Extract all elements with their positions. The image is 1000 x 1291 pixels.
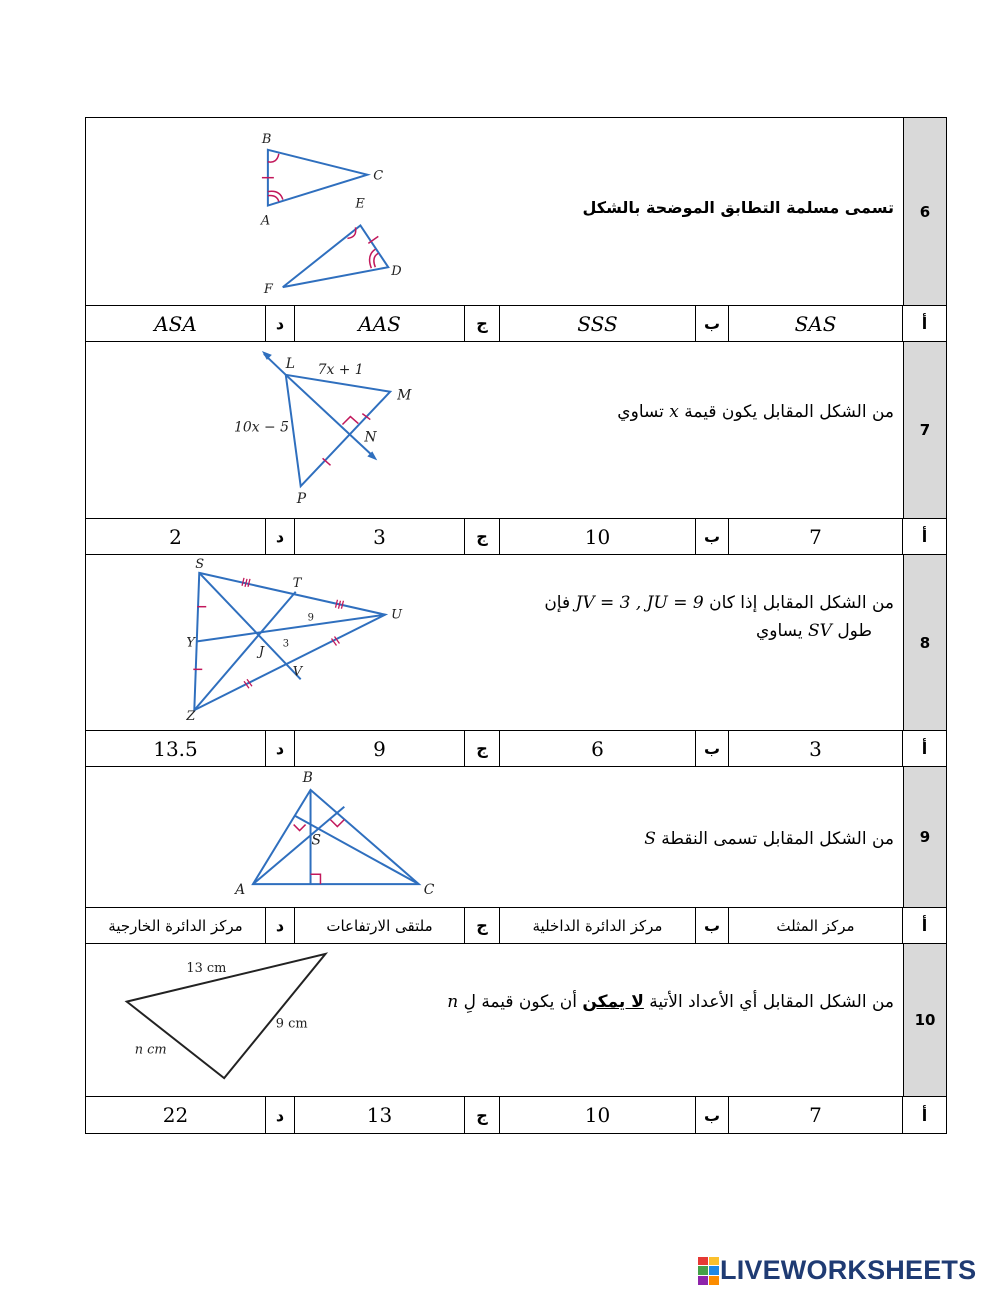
option-b-6[interactable]: SSS xyxy=(500,306,696,341)
letter-b-7: ب xyxy=(703,527,721,546)
question-8-number: 8 xyxy=(903,555,946,730)
letter-a-7: أ xyxy=(921,527,928,546)
label-9cm: 9 cm xyxy=(275,1016,308,1032)
option-d-10[interactable]: 22 xyxy=(86,1097,266,1133)
label-13cm: 13 cm xyxy=(186,960,227,976)
label-C: C xyxy=(423,882,435,899)
question-6-text: تسمى مسلمة التطابق الموضحة بالشكل xyxy=(582,198,894,217)
label-B: B xyxy=(261,131,272,147)
question-9 xyxy=(86,767,946,908)
letter-d-9: د xyxy=(275,916,285,935)
option-a-8[interactable]: 3 xyxy=(729,731,903,766)
letter-a-8: أ xyxy=(921,739,928,758)
label-U: U xyxy=(391,607,403,623)
label-A: A xyxy=(260,213,271,229)
letter-c-6: ج xyxy=(476,314,488,333)
option-d-8[interactable]: 13.5 xyxy=(86,731,266,766)
option-c-6[interactable]: AAS xyxy=(295,306,465,341)
question-6-number: 6 xyxy=(903,118,946,305)
option-a-7[interactable]: 7 xyxy=(729,519,903,554)
answers-8 xyxy=(86,731,946,767)
logo-blocks-icon xyxy=(698,1257,720,1285)
label-M: M xyxy=(397,387,412,404)
question-9-number: 9 xyxy=(903,767,946,907)
label-C: C xyxy=(373,168,384,184)
label-10x-minus-5: 10x − 5 xyxy=(234,419,289,436)
label-S: S xyxy=(195,556,205,572)
label-F: F xyxy=(263,282,273,298)
option-d-7[interactable]: 2 xyxy=(86,519,266,554)
question-10-text: من الشكل المقابل أي الأعداد الأتية لا يمكن أن يكون قيمة لِ n xyxy=(447,992,894,1012)
letter-b-10: ب xyxy=(703,1105,721,1125)
letter-c-8: ج xyxy=(476,739,488,758)
letter-a-9: أ xyxy=(921,916,928,935)
letter-c-10: ج xyxy=(476,1105,488,1125)
label-n-cm: n cm xyxy=(134,1042,167,1058)
question-7-number: 7 xyxy=(903,342,946,518)
option-b-8[interactable]: 6 xyxy=(500,731,696,766)
figure-q6 xyxy=(86,118,406,305)
figure-q8 xyxy=(86,555,406,730)
option-b-9[interactable]: مركز الدائرة الداخلية xyxy=(500,908,696,943)
answers-10 xyxy=(86,1097,946,1133)
label-9: 9 xyxy=(307,612,314,624)
letter-c-9: ج xyxy=(476,916,488,935)
letter-d-8: د xyxy=(275,739,285,758)
option-d-9[interactable]: مركز الدائرة الخارجية xyxy=(86,908,266,943)
label-T: T xyxy=(292,575,302,591)
question-6 xyxy=(86,118,946,306)
option-c-10[interactable]: 13 xyxy=(295,1097,465,1133)
question-9-text: من الشكل المقابل تسمى النقطة S xyxy=(644,829,894,849)
letter-c-7: ج xyxy=(476,527,488,546)
question-7 xyxy=(86,342,946,519)
letter-d-10: د xyxy=(275,1105,285,1125)
option-a-9[interactable]: مركز المثلث xyxy=(729,908,903,943)
answers-9 xyxy=(86,908,946,944)
figure-q10 xyxy=(86,944,406,1096)
letter-a-10: أ xyxy=(921,1105,928,1125)
letter-b-8: ب xyxy=(703,739,721,758)
option-a-6[interactable]: SAS xyxy=(729,306,903,341)
label-N: N xyxy=(364,429,377,446)
option-d-6[interactable]: ASA xyxy=(86,306,266,341)
letter-d-7: د xyxy=(275,527,285,546)
logo-text: LIVEWORKSHEETS xyxy=(720,1255,977,1285)
option-a-10[interactable]: 7 xyxy=(729,1097,903,1133)
question-sheet xyxy=(85,117,947,1134)
liveworksheets-logo[interactable] xyxy=(698,1255,976,1286)
label-Z: Z xyxy=(186,709,196,725)
label-3: 3 xyxy=(282,638,290,650)
answers-6 xyxy=(86,306,946,342)
answers-7 xyxy=(86,519,946,555)
option-c-9[interactable]: ملتقى الارتفاعات xyxy=(295,908,465,943)
label-V: V xyxy=(292,664,303,680)
option-b-7[interactable]: 10 xyxy=(500,519,696,554)
label-J: J xyxy=(258,644,265,660)
label-L: L xyxy=(285,355,296,372)
emphasis-cannot: لا يمكن xyxy=(582,992,644,1012)
question-8 xyxy=(86,555,946,731)
label-A: A xyxy=(235,882,246,899)
option-b-10[interactable]: 10 xyxy=(500,1097,696,1133)
label-S: S xyxy=(311,832,322,849)
option-c-8[interactable]: 9 xyxy=(295,731,465,766)
label-E: E xyxy=(355,196,365,212)
figure-q7 xyxy=(86,342,412,518)
label-B: B xyxy=(302,769,313,786)
label-7x-plus-1: 7x + 1 xyxy=(317,361,364,378)
figure-q9 xyxy=(86,767,435,907)
question-10 xyxy=(86,944,946,1097)
option-c-7[interactable]: 3 xyxy=(295,519,465,554)
letter-b-9: ب xyxy=(703,916,721,935)
question-8-text: من الشكل المقابل إذا كان JV = 3 , JU = 9 فإن طول SV يساوي xyxy=(544,593,894,641)
label-P: P xyxy=(296,491,307,508)
label-Y: Y xyxy=(186,635,195,651)
question-7-text: من الشكل المقابل يكون قيمة x تساوي xyxy=(617,402,894,422)
question-10-number: 10 xyxy=(903,944,946,1096)
label-D: D xyxy=(391,264,402,280)
letter-b-6: ب xyxy=(703,314,721,333)
letter-a-6: أ xyxy=(921,314,928,333)
letter-d-6: د xyxy=(275,314,285,333)
